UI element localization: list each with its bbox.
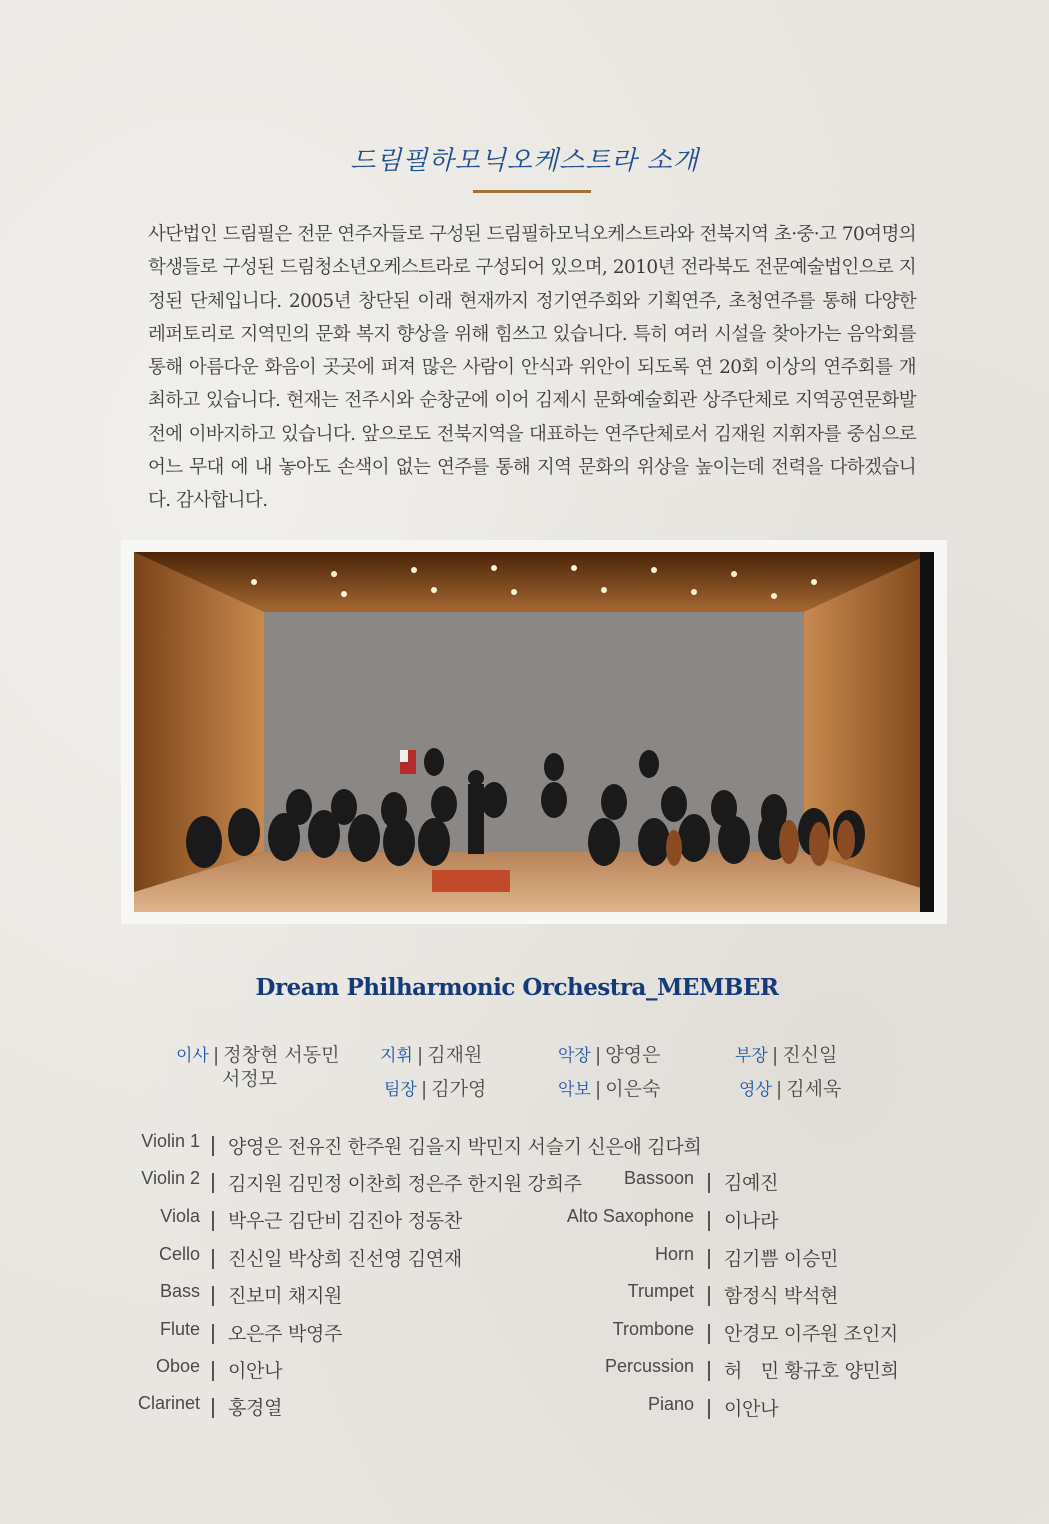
instrument-label: Alto Saxophone — [566, 1206, 694, 1226]
orchestra-photo — [134, 552, 934, 912]
divider — [708, 1211, 710, 1231]
staff-name: 이은숙 — [605, 1078, 661, 1100]
member-names: 김지원 김민정 이찬희 정은주 한지원 강희주 — [228, 1173, 582, 1195]
instrument-label: Clarinet — [137, 1393, 200, 1413]
section-row — [0, 1131, 200, 1161]
member-names: 이안나 — [228, 1360, 283, 1382]
divider — [708, 1361, 710, 1381]
instrument-label: Flute — [159, 1319, 200, 1339]
section-row — [0, 1281, 200, 1311]
members-title: Dream Philharmonic Orchestra_MEMBER — [255, 974, 779, 1001]
intro-paragraph: 사단법인 드림필은 전문 연주자들로 구성된 드림필하모닉오케스트라와 전북지역 초·중·고 70여명의 학생들로 구성된 드림청소년오케스트라로 구성되어 있으며, 2010년 전라북도 전문예술법인으로 지정된 단체입니다. 2005년 창단된 이래 현재까지 정기연주회와 기획연주, 초청연주를 통해 다양한 레퍼토리로 지역민의 문화 복지 향상을 위해 힘쓰고 있습니다. 특히 여러 시설을 찾아가는 음악회를 통해 아름다운 화음이 곳곳에 퍼져 많은 사람이 안식과 위안이 되도록 연 20회 이상의 연주회를 개최하고 있습니다. 현재는 전주시와 순창군에 이어 김제시 문화예술회관 상주단체로 지역공연문화발전에 이바지하고 있습니다. 앞으로도 전북지역을 대표하는 연주단체로서 김재원 지휘자를 중심으로 어느 무대 에 내 놓아도 손색이 없는 연주를 통해 지역 문화의 위상을 높이는데 전력을 다하겠습니다. 감사합니다. — [148, 224, 916, 512]
divider — [708, 1173, 710, 1193]
staff-names: 정창현 서동민 — [223, 1044, 340, 1066]
section-row — [500, 1319, 694, 1349]
staff-role: 부장 — [735, 1046, 768, 1066]
instrument-label: Cello — [158, 1244, 200, 1264]
instrument-label: Trombone — [612, 1319, 694, 1339]
member-names: 진신일 박상희 진선영 김연재 — [228, 1248, 462, 1270]
divider — [212, 1324, 214, 1344]
divider — [212, 1211, 214, 1231]
divider — [708, 1286, 710, 1306]
staff-concertmaster: 악장 | 양영은 — [558, 1044, 661, 1066]
member-names: 양영은 전유진 한주원 김을지 박민지 서슬기 신은애 김다희 — [228, 1136, 702, 1158]
section-row — [0, 1244, 200, 1274]
instrument-label: Piano — [647, 1394, 694, 1414]
title-underline — [473, 190, 591, 193]
section-row — [0, 1356, 200, 1386]
divider — [212, 1136, 214, 1156]
staff-team-leader: 팀장 | 김가영 — [384, 1078, 487, 1100]
instrument-label: Oboe — [155, 1356, 200, 1376]
section-row — [0, 1393, 200, 1423]
staff-conductor: 지휘 | 김재원 — [380, 1044, 483, 1066]
member-names: 김예진 — [724, 1172, 779, 1194]
page-title: 드림필하모닉오케스트라 소개 — [350, 146, 699, 176]
member-names: 안경모 이주원 조인지 — [724, 1323, 898, 1345]
staff-librarian: 악보 | 이은숙 — [558, 1078, 661, 1100]
divider — [708, 1324, 710, 1344]
member-names: 이나라 — [724, 1210, 779, 1232]
section-row — [500, 1244, 694, 1274]
instrument-label: Trumpet — [627, 1281, 694, 1301]
instrument-label: Bass — [159, 1281, 200, 1301]
member-names: 김기쁨 이승민 — [724, 1248, 839, 1270]
section-row — [500, 1394, 694, 1424]
staff-role: 악장 — [558, 1046, 591, 1066]
staff-role: 이사 — [176, 1046, 209, 1066]
instrument-label: Horn — [654, 1244, 694, 1264]
member-names: 허 민 황규호 양민희 — [724, 1360, 899, 1382]
divider — [212, 1286, 214, 1306]
instrument-label: Violin 1 — [141, 1131, 200, 1151]
section-row — [0, 1319, 200, 1349]
section-row — [500, 1168, 694, 1198]
section-row — [500, 1281, 694, 1311]
member-names: 함정식 박석현 — [724, 1285, 839, 1307]
section-row — [500, 1206, 694, 1236]
divider — [212, 1361, 214, 1381]
staff-director: 이사 | 정창현 서동민 — [176, 1044, 340, 1066]
instrument-label: Percussion — [604, 1356, 694, 1376]
section-row — [500, 1356, 694, 1386]
divider — [708, 1399, 710, 1419]
staff-name: 진신일 — [782, 1044, 838, 1066]
divider — [212, 1173, 214, 1193]
divider — [212, 1249, 214, 1269]
instrument-label: Viola — [160, 1206, 200, 1226]
member-names: 홍경열 — [228, 1397, 283, 1419]
divider — [212, 1398, 214, 1418]
member-names: 이안나 — [724, 1398, 779, 1420]
orchestra-photo-frame — [121, 540, 947, 924]
member-names: 진보미 채지원 — [228, 1285, 343, 1307]
staff-name: 김재원 — [427, 1044, 483, 1066]
staff-role: 팀장 — [384, 1080, 417, 1100]
instrument-label: Violin 2 — [141, 1168, 200, 1188]
staff-name: 양영은 — [605, 1044, 661, 1066]
staff-role: 영상 — [739, 1080, 772, 1100]
instrument-label: Bassoon — [623, 1168, 694, 1188]
staff-name: 김세욱 — [786, 1078, 842, 1100]
staff-role: 지휘 — [380, 1046, 413, 1066]
staff-vice: 부장 | 진신일 — [735, 1044, 838, 1066]
staff-video: 영상 | 김세욱 — [739, 1078, 842, 1100]
divider — [708, 1249, 710, 1269]
staff-director-line2: 서정모 — [222, 1068, 278, 1090]
member-names: 오은주 박영주 — [228, 1323, 343, 1345]
staff-role: 악보 — [558, 1080, 591, 1100]
member-names: 박우근 김단비 김진아 정동찬 — [228, 1210, 462, 1232]
section-row — [0, 1206, 200, 1236]
staff-name: 김가영 — [431, 1078, 487, 1100]
section-row — [0, 1168, 200, 1198]
